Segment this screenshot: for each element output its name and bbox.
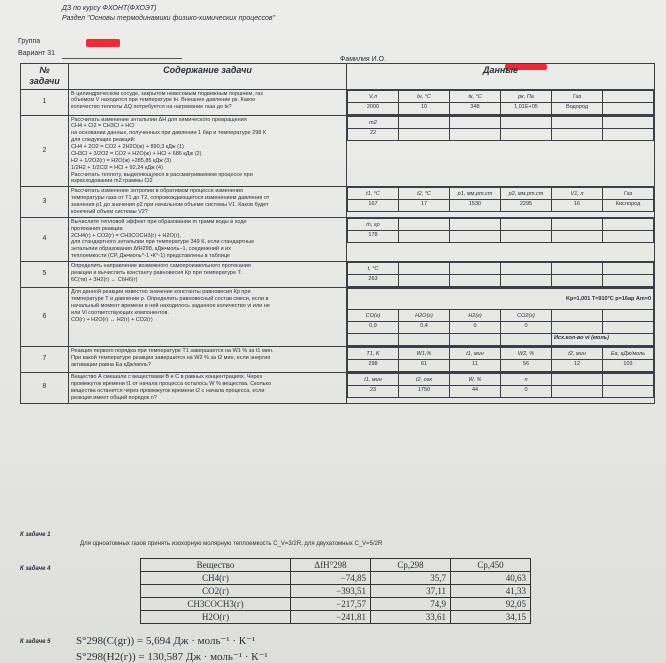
- task-data-head-row: [348, 348, 654, 360]
- task-text-line: конечный объем системы V2?: [71, 208, 148, 215]
- task-text-line: начальный момент времени в ней находилось заданное количество vi или не: [71, 302, 270, 309]
- sub-header-cp450: Cp,450: [451, 559, 531, 572]
- data-value-cell: [603, 102, 654, 114]
- task-text-line: температуры газа от Т1 до Т2, сопровождающегося изменением давления от: [71, 195, 270, 202]
- task-text-line: для следующих реакций:: [71, 137, 136, 144]
- data-value-cell: 298: [348, 360, 399, 372]
- data-value-cell: 11: [450, 360, 501, 372]
- task-number: 8: [21, 373, 69, 404]
- task-text-line: Для данной реакции известно значение константы равновесия Кр при: [71, 289, 251, 295]
- sub-cell: 40,63: [451, 572, 531, 585]
- data-value-cell: 1,01Е+05: [501, 102, 552, 114]
- task-text-line: для стандартного энтальпии при температуре 349 К, если стандартные: [71, 239, 255, 246]
- task-number: 4: [21, 217, 69, 261]
- task-row: [21, 347, 655, 373]
- task-data-head-row: [348, 310, 654, 322]
- data-value-cell: [603, 275, 654, 287]
- task-data-value-row: [348, 200, 654, 212]
- task-text-line: объемом V находится при температуре tн. Внешнее давление рк. Какое: [71, 97, 256, 104]
- entropy-formula-hydrogen: S°298(H2(г)) = 130,587 Дж · моль⁻¹ · К⁻¹: [76, 651, 268, 663]
- data-head-cell: V1, л: [552, 188, 603, 200]
- data-value-cell: 0,4: [399, 322, 450, 334]
- data-head-cell: p1, мм.рт.ст: [450, 188, 501, 200]
- col-content-header: Содержание задачи: [69, 64, 347, 90]
- data-head-cell: [603, 263, 654, 275]
- task-text-line: CH4 + 2O2 = CO2 + 2H2O(ж) + 890,3 кДж (1): [71, 144, 184, 150]
- task-data: [347, 373, 655, 404]
- data-head-cell: tн, °C: [399, 90, 450, 102]
- task-content: [69, 187, 347, 218]
- variant-label: Вариант 31: [18, 50, 56, 57]
- data-value-cell: [450, 230, 501, 242]
- sub-cell-substance: H2O(г): [141, 611, 291, 624]
- data-head-cell: t2, °C: [399, 188, 450, 200]
- sub-row: [141, 585, 531, 598]
- sub-row: [141, 572, 531, 585]
- data-head-cell: t1, мин: [348, 374, 399, 386]
- task-data: [347, 262, 655, 288]
- task-text-line: количество теплоты ΔQ потребуется на нагревание газа до tк?: [71, 104, 232, 111]
- task-data-value-row: [348, 360, 654, 372]
- task-number: 3: [21, 187, 69, 218]
- data-value-cell: 12: [552, 360, 603, 372]
- task-content: [69, 115, 347, 187]
- task-text-line: Реакция первого порядка при температуре Т1 завершается на W1 % за t1 мин.: [71, 348, 274, 354]
- task-data-grid: [347, 288, 654, 346]
- sub-cell: 74,9: [371, 598, 451, 611]
- data-head-cell: [603, 90, 654, 102]
- task-data-head-row: [348, 188, 654, 200]
- task-content: [69, 373, 347, 404]
- task-number: 6: [21, 288, 69, 347]
- data-foot-cell: [501, 334, 552, 346]
- data-foot-cell: [348, 334, 399, 346]
- task-text-line: промежуток времени t1 от начала процесса осталось W % вещества. Сколько: [71, 380, 272, 387]
- sub-cell-substance: CH3COCH3(г): [141, 598, 291, 611]
- task-text-line: активации равна Ea кДж/моль?: [71, 361, 151, 368]
- data-head-cell: Газ: [603, 188, 654, 200]
- data-head-cell: H2O(г): [399, 310, 450, 322]
- task-number: 1: [21, 89, 69, 115]
- data-head-cell: n: [501, 374, 552, 386]
- task-data: [347, 288, 655, 347]
- data-value-cell: 263: [348, 275, 399, 287]
- task-text-line: CO(г) + H2O(г) ↔ H2(г) + CO2(г): [71, 316, 153, 323]
- data-foot-cell: [450, 334, 501, 346]
- task-row: [21, 373, 655, 404]
- data-head-cell: [450, 218, 501, 230]
- task-text-line: Рассчитать изменение энтальпии ΔН для химического превращения: [71, 116, 247, 123]
- data-value-cell: [552, 275, 603, 287]
- data-head-cell: Газ: [552, 90, 603, 102]
- data-value-cell: Водород: [552, 102, 603, 114]
- data-value-cell: [399, 275, 450, 287]
- task-data: [347, 115, 655, 187]
- task-data-value-row: [348, 275, 654, 287]
- task-row: [21, 262, 655, 288]
- data-value-cell: 103: [603, 360, 654, 372]
- entropy-formula-carbon: S°298(C(gr)) = 5,694 Дж · моль⁻¹ · К⁻¹: [76, 635, 256, 647]
- surname-label: Фамилия И.О.: [340, 56, 387, 63]
- task-data-value-row: [348, 230, 654, 242]
- data-value-cell: 167: [348, 200, 399, 212]
- note-task4-label: К задаче 4: [20, 566, 51, 572]
- data-value-cell: [450, 128, 501, 140]
- data-value-cell: [399, 230, 450, 242]
- task-text-line: вещества останется через промежуток времени t2 с начала процесса, если: [71, 387, 265, 394]
- sub-cell: 41,33: [451, 585, 531, 598]
- data-head-cell: t2, мин: [552, 348, 603, 360]
- note-task1-text: Для одноатомных газов принять изохорную молярную теплоемкость C_V=3/2R, для двухатомных C_V=5/2R: [80, 541, 383, 547]
- task-data-grid: [347, 218, 654, 243]
- task-data-grid: [347, 116, 654, 141]
- task-number: 5: [21, 262, 69, 288]
- thermo-data-table: [140, 558, 531, 624]
- data-value-cell: 1530: [450, 200, 501, 212]
- group-redaction: [86, 39, 120, 47]
- task-content: [69, 262, 347, 288]
- task-text-line: 2CH4(г) + CO2(г) = CH3COCH3(г) + H2O(г),: [71, 232, 181, 239]
- sub-cell-substance: CO2(г): [141, 585, 291, 598]
- task-data-foot: Исх.кол-во vi (моль): [552, 334, 654, 346]
- task-data: [347, 217, 655, 261]
- sub-row: [141, 598, 531, 611]
- data-value-cell: 17: [399, 200, 450, 212]
- data-value-cell: 178: [348, 230, 399, 242]
- data-value-cell: 10: [399, 102, 450, 114]
- data-value-cell: [603, 322, 654, 334]
- task-data-grid: [347, 187, 654, 212]
- sub-header-dfh: ΔfH°298: [291, 559, 371, 572]
- data-value-cell: 22: [348, 128, 399, 140]
- data-value-cell: Кислород: [603, 200, 654, 212]
- task-data-head-row: [348, 218, 654, 230]
- task-text-line: Рассчитать теплоту, выделяющуюся в рассматриваемом процессе при: [71, 171, 253, 178]
- task-data-extra-row: [348, 289, 654, 310]
- task-text-line: израсходовании m2 граммы Cl2: [71, 178, 153, 185]
- data-head-cell: [450, 116, 501, 128]
- data-value-cell: 56: [501, 360, 552, 372]
- task-data-head-row: [348, 374, 654, 386]
- task-text-line: энтальпии образования ΔfH298, кДж•моль−1, соединений и их: [71, 246, 231, 253]
- data-head-cell: t, °C: [348, 263, 399, 275]
- task-data-grid: [347, 90, 654, 115]
- task-data-foot-row: [348, 334, 654, 346]
- task-data-value-row: [348, 102, 654, 114]
- data-head-cell: CO(г): [348, 310, 399, 322]
- task-text-line: реакция имеет общий порядок n?: [71, 394, 157, 401]
- data-foot-cell: [399, 334, 450, 346]
- data-value-cell: 23: [348, 386, 399, 398]
- task-data-head-row: [348, 90, 654, 102]
- data-head-cell: [501, 218, 552, 230]
- task-text-line: 6C(тв) + 3H2(г) ↔ C6H6(г): [71, 276, 138, 283]
- task-text-line: Вычислите тепловой эффект при образовании m грамм воды в ходе: [71, 218, 247, 225]
- task-text-line: 1/2H2 + 1/2Cl2 = HCl + 92,24 кДж (4): [71, 164, 163, 171]
- task-text-line: протекания реакции: [71, 225, 123, 232]
- data-head-cell: [399, 116, 450, 128]
- sub-cell: 33,61: [371, 611, 451, 624]
- data-value-cell: [501, 275, 552, 287]
- note-task1-label: К задаче 1: [20, 532, 51, 538]
- data-value-cell: [450, 275, 501, 287]
- task-text-line: на основании данных, полученных при давлении 1 бар и температуре 298 К: [71, 130, 267, 137]
- variant-underline: [62, 58, 182, 59]
- task-data: [347, 187, 655, 218]
- sub-header-substance: Вещество: [141, 559, 291, 572]
- data-head-cell: W1,%: [399, 348, 450, 360]
- data-head-cell: CO2(г): [501, 310, 552, 322]
- note-task5-label: К задаче 5: [20, 639, 51, 645]
- data-value-cell: 0: [501, 322, 552, 334]
- task-row: [21, 89, 655, 115]
- data-head-cell: H2(г): [450, 310, 501, 322]
- tasks-table: [20, 63, 655, 404]
- task-data: [347, 347, 655, 373]
- task-content: [69, 89, 347, 115]
- data-head-cell: [603, 116, 654, 128]
- data-head-cell: [552, 263, 603, 275]
- section-title: Раздел "Основы термодинамики физико-химических процессов": [62, 15, 276, 22]
- sub-cell: −393,51: [291, 585, 371, 598]
- task-text-line: CH3Cl + 3/2O2 = CO2 + H2O(ж) + HCl + 686 кДж (2): [71, 150, 202, 157]
- data-head-cell: T1, K: [348, 348, 399, 360]
- data-value-cell: 16: [552, 200, 603, 212]
- col-data-header: Данные: [347, 64, 655, 90]
- data-head-cell: [552, 310, 603, 322]
- sub-cell: −217,57: [291, 598, 371, 611]
- task-text-line: Определить направление возможного самопроизвольного протекания: [71, 263, 251, 269]
- data-head-cell: [501, 116, 552, 128]
- data-head-cell: [603, 218, 654, 230]
- task-text-line: H2 + 1/2O2(г) = H2O(ж) +285,85 кДж (3): [71, 157, 172, 164]
- data-head-cell: [603, 310, 654, 322]
- task-text-line: Рассчитать изменение энтропии в обратимом процессе изменения: [71, 188, 243, 195]
- data-head-cell: [399, 263, 450, 275]
- task-row: [21, 217, 655, 261]
- data-value-cell: 0: [450, 322, 501, 334]
- task-content: [69, 288, 347, 347]
- data-value-cell: [603, 386, 654, 398]
- data-value-cell: 61: [399, 360, 450, 372]
- sub-cell: −241,81: [291, 611, 371, 624]
- task-text-line: При какой температуре реакция завершится на W2 % за t2 мин, если энергия: [71, 354, 271, 361]
- data-value-cell: [501, 230, 552, 242]
- task-text-line: Вещество А смешали с веществами В и С в равных концентрациях. Через: [71, 374, 263, 380]
- task-text-line: значения р1 до значения р2 при начальном объеме системы V1. Каков будет: [71, 202, 269, 208]
- data-value-cell: [399, 128, 450, 140]
- data-head-cell: [399, 218, 450, 230]
- data-value-cell: 2000: [348, 102, 399, 114]
- data-value-cell: [552, 386, 603, 398]
- data-head-cell: p2, мм.рт.ст: [501, 188, 552, 200]
- task-text-line: CH4 + Cl2 = CH3Cl + HCl: [71, 123, 135, 130]
- data-head-cell: m, гр: [348, 218, 399, 230]
- task-data-head-row: [348, 116, 654, 128]
- data-head-cell: V,л: [348, 90, 399, 102]
- sub-cell: 92,05: [451, 598, 531, 611]
- data-head-cell: tк, °C: [450, 90, 501, 102]
- data-value-cell: [603, 128, 654, 140]
- data-head-cell: m2: [348, 116, 399, 128]
- data-head-cell: [552, 218, 603, 230]
- sub-row: [141, 611, 531, 624]
- task-text-line: реакции и вычислить константу равновесия Кр при температуре Т.: [71, 269, 242, 276]
- data-value-cell: 2295: [501, 200, 552, 212]
- data-head-cell: W2, %: [501, 348, 552, 360]
- data-head-cell: W, %: [450, 374, 501, 386]
- group-label: Группа: [18, 38, 41, 45]
- data-head-cell: pк, Па: [501, 90, 552, 102]
- sub-cell: −74,85: [291, 572, 371, 585]
- sub-cell-substance: CH4(г): [141, 572, 291, 585]
- data-head-cell: t2, сек: [399, 374, 450, 386]
- task-number: 2: [21, 115, 69, 187]
- data-value-cell: 348: [450, 102, 501, 114]
- task-number: 7: [21, 347, 69, 373]
- sub-cell: 35,7: [371, 572, 451, 585]
- data-value-cell: 44: [450, 386, 501, 398]
- task-data-head-row: [348, 263, 654, 275]
- task-text-line: температуре Т и давлении р. Определить равновесный состав смеси, если в: [71, 295, 269, 302]
- data-value-cell: 0: [501, 386, 552, 398]
- data-value-cell: 0,9: [348, 322, 399, 334]
- task-content: [69, 217, 347, 261]
- data-head-cell: [552, 374, 603, 386]
- task-data-value-row: [348, 386, 654, 398]
- task-text-line: или Vi соответствующих компонентов.: [71, 309, 169, 316]
- sub-cell: 37,11: [371, 585, 451, 598]
- task-data-grid: [347, 262, 654, 287]
- task-text-line: В цилиндрическом сосуде, закрытом невесомым подвижным поршнем, газ: [71, 90, 263, 97]
- data-head-cell: [501, 263, 552, 275]
- task-data-value-row: [348, 128, 654, 140]
- task-data-value-row: [348, 322, 654, 334]
- task-data-extra: Kp=1,001 T=910°C p=16ар Am=0: [348, 289, 654, 310]
- data-value-cell: [603, 230, 654, 242]
- data-head-cell: [552, 116, 603, 128]
- sub-cell: 34,15: [451, 611, 531, 624]
- data-value-cell: 1750: [399, 386, 450, 398]
- data-head-cell: [603, 374, 654, 386]
- task-text-line: теплоемкости (СР, Дж•моль^-1 •К^-1) представлены в таблице: [71, 253, 230, 260]
- data-head-cell: t1, мин: [450, 348, 501, 360]
- data-head-cell: t1, °C: [348, 188, 399, 200]
- data-head-cell: Ea, кДж/моль: [603, 348, 654, 360]
- data-head-cell: [450, 263, 501, 275]
- task-data: [347, 89, 655, 115]
- data-value-cell: [552, 322, 603, 334]
- task-row: [21, 187, 655, 218]
- task-data-grid: [347, 373, 654, 398]
- data-value-cell: [501, 128, 552, 140]
- task-row: [21, 115, 655, 187]
- task-row: [21, 288, 655, 347]
- col-task-header: № задачи: [21, 64, 69, 90]
- task-data-grid: [347, 347, 654, 372]
- task-content: [69, 347, 347, 373]
- sub-header-cp298: Cp,298: [371, 559, 451, 572]
- data-value-cell: [552, 230, 603, 242]
- data-value-cell: [552, 128, 603, 140]
- course-title: ДЗ по курсу ФХОНТ(ФХОЭТ): [62, 5, 157, 12]
